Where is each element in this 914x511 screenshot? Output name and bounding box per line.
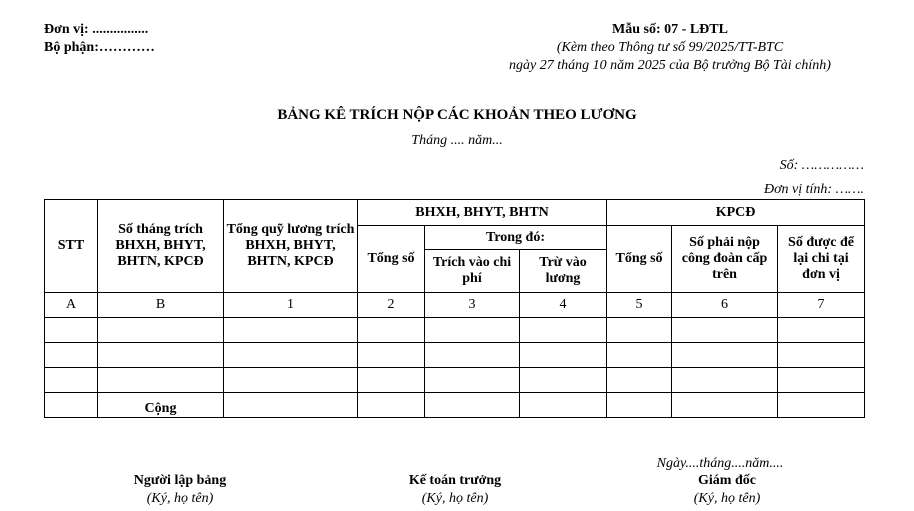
code-cell: 5	[607, 293, 672, 318]
header-expense: Trích vào chi phí	[425, 250, 520, 293]
header-total-1: Tổng số	[358, 226, 425, 293]
code-cell: 7	[778, 293, 865, 318]
code-cell: 2	[358, 293, 425, 318]
table-row	[45, 318, 865, 343]
code-cell: A	[45, 293, 98, 318]
code-cell: 6	[672, 293, 778, 318]
header-retain: Số được để lại chi tại đơn vị	[778, 226, 865, 293]
total-row	[45, 393, 865, 418]
unit-label: Đơn vị: ................	[44, 22, 149, 37]
code-cell: 3	[425, 293, 520, 318]
code-cell: 4	[520, 293, 607, 318]
sign-date: Ngày....tháng....năm....	[656, 456, 784, 471]
header-total-2: Tổng số	[607, 226, 672, 293]
document-number: Số: ……………	[779, 158, 864, 173]
code-row	[45, 293, 865, 318]
director-sign: (Ký, họ tên)	[693, 491, 761, 506]
document-title: BẢNG KÊ TRÍCH NỘP CÁC KHOẢN THEO LƯƠNG	[277, 107, 637, 123]
accountant-sign: (Ký, họ tên)	[421, 491, 489, 506]
total-label: Cộng	[98, 393, 224, 418]
director-title: Giám đốc	[698, 473, 756, 488]
header-months: Số tháng trích BHXH, BHYT, BHTN, KPCĐ	[98, 200, 224, 293]
preparer-sign: (Ký, họ tên)	[146, 491, 214, 506]
code-cell: B	[98, 293, 224, 318]
contribution-table	[44, 199, 865, 418]
header-deduct: Trừ vào lương	[520, 250, 607, 293]
code-cell: 1	[224, 293, 358, 318]
department-label: Bộ phận:…………	[44, 40, 155, 55]
header-fund: Tổng quỹ lương trích BHXH, BHYT, BHTN, KPCĐ	[224, 200, 358, 293]
legal-reference-1: (Kèm theo Thông tư số 99/2025/TT-BTC	[556, 40, 784, 55]
table-row	[45, 368, 865, 393]
preparer-title: Người lập bảng	[133, 473, 227, 488]
period: Tháng .... năm...	[411, 133, 503, 148]
table-row	[45, 343, 865, 368]
form-number: Mẫu số: 07 - LĐTL	[612, 22, 728, 37]
accountant-title: Kế toán trưởng	[408, 473, 502, 488]
unit-of-measure: Đơn vị tính: …….	[763, 182, 864, 197]
header-stt: STT	[45, 200, 98, 293]
header-bhxh-group: BHXH, BHYT, BHTN	[358, 200, 607, 226]
header-pay-upper: Số phải nộp công đoàn cấp trên	[672, 226, 778, 293]
header-of-which: Trong đó:	[425, 226, 607, 250]
header-kpcd-group: KPCĐ	[607, 200, 865, 226]
legal-reference-2: ngày 27 tháng 10 năm 2025 của Bộ trưởng Bộ Tài chính)	[509, 58, 831, 73]
